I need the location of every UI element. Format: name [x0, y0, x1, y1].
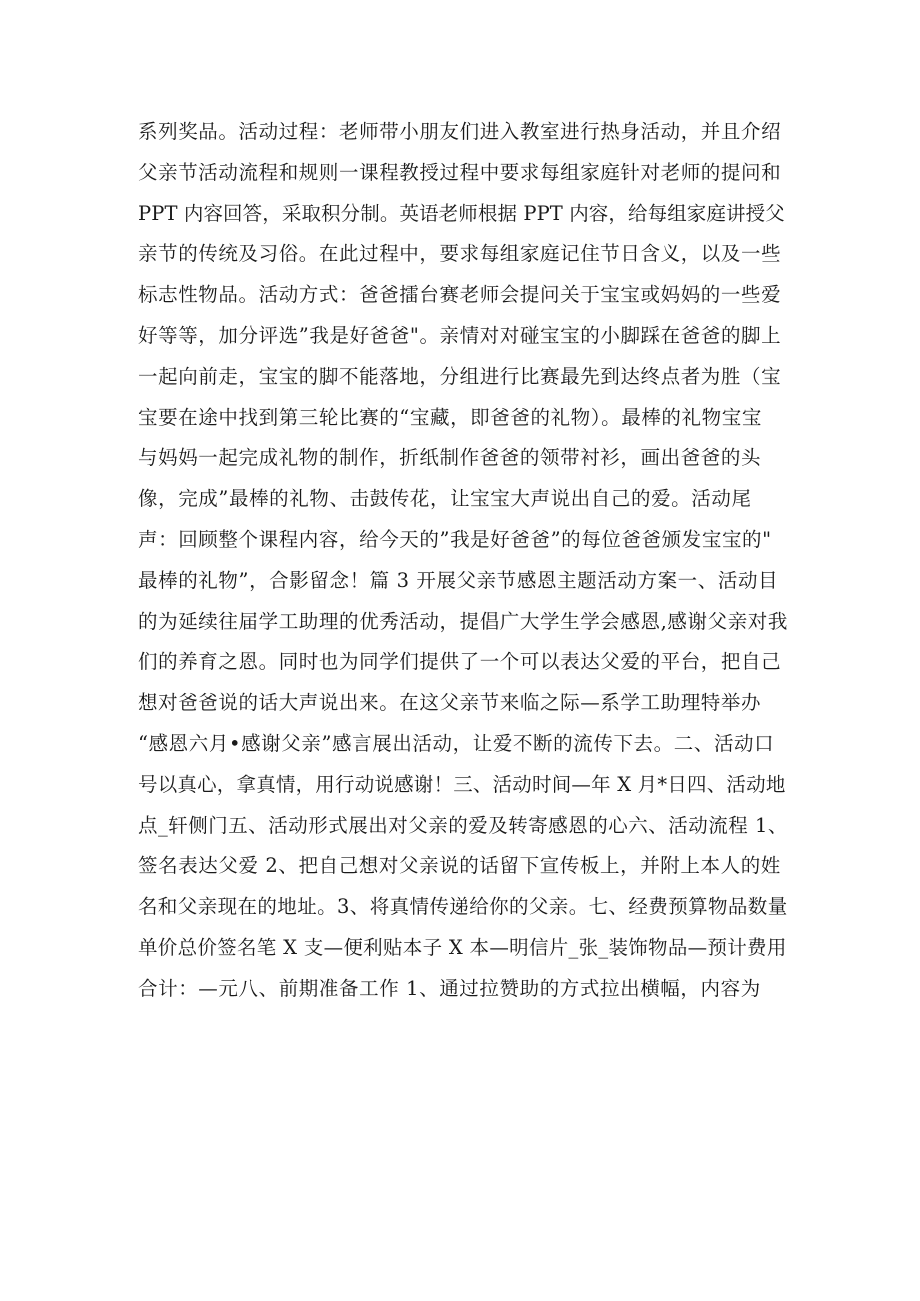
text-line: 合计：—元八、前期准备工作 1、通过拉赞助的方式拉出横幅，内容为: [138, 976, 761, 1000]
text-line: 点_轩侧门五、活动形式展出对父亲的爱及转寄感恩的心六、活动流程 1、: [138, 813, 788, 837]
text-line: 宝要在途中找到第三轮比赛的“宝藏，即爸爸的礼物）。最棒的礼物宝宝: [138, 405, 762, 429]
text-line: 亲节的传统及习俗。在此过程中，要求每组家庭记住节日含义，以及一些: [138, 242, 782, 266]
text-line: 最棒的礼物”，合影留念！篇 3 开展父亲节感恩主题活动方案一、活动目: [138, 568, 779, 592]
text-line: 像，完成”最棒的礼物、击鼓传花，让宝宝大声说出自己的爱。活动尾: [138, 487, 752, 511]
text-line: 号以真心，拿真情，用行动说感谢！三、活动时间—年 X 月*日四、活动地: [138, 772, 786, 796]
text-line: 名和父亲现在的地址。3、将真情传递给你的父亲。七、经费预算物品数量: [138, 895, 788, 919]
text-line: 与妈妈一起完成礼物的制作，折纸制作爸爸的领带衬衫，画出爸爸的头: [138, 446, 762, 470]
text-line: 们的养育之恩。同时也为同学们提供了一个可以表达父爱的平台，把自己: [138, 650, 782, 674]
text-line: PPT 内容回答，采取积分制。英语老师根据 PPT 内容，给每组家庭讲授父: [138, 201, 785, 225]
body-text: [138, 112, 788, 1010]
text-line: 好等等，加分评选”我是好爸爸"。亲情对对碰宝宝的小脚踩在爸爸的脚上: [138, 323, 782, 347]
text-line: 的为延续往届学工助理的优秀活动，提倡广大学生学会感恩,感谢父亲对我: [138, 609, 788, 633]
text-line: 单价总价签名笔 X 支—便利贴本子 X 本—明信片_张_装饰物品—预计费用: [138, 935, 787, 959]
text-line: 系列奖品。活动过程：老师带小朋友们进入教室进行热身活动，并且介绍: [138, 120, 782, 143]
text-line: 父亲节活动流程和规则一课程教授过程中要求每组家庭针对老师的提问和: [138, 160, 782, 184]
text-line: 声：回顾整个课程内容，给今天的”我是好爸爸”的每位爸爸颁发宝宝的": [138, 527, 772, 551]
text-line: 标志性物品。活动方式：爸爸擂台赛老师会提问关于宝宝或妈妈的一些爱: [138, 283, 782, 307]
text-line: “感恩六月•感谢父亲”感言展出活动，让爱不断的流传下去。二、活动口: [138, 731, 775, 755]
text-line: 签名表达父爱 2、把自己想对父亲说的话留下宣传板上，并附上本人的姓: [138, 854, 781, 878]
text-line: 想对爸爸说的话大声说出来。在这父亲节来临之际—系学工助理特举办: [138, 691, 762, 715]
text-line: 一起向前走，宝宝的脚不能落地，分组进行比赛最先到达终点者为胜（宝: [138, 364, 782, 388]
